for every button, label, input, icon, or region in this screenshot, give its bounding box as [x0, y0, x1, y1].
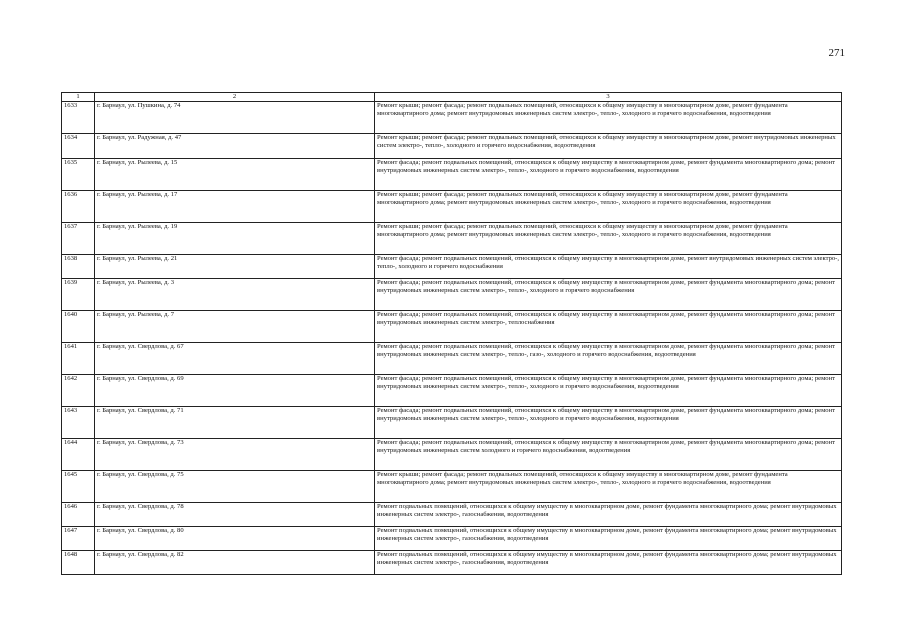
row-address: г. Барнаул, ул. Свердлова, д. 69 [95, 375, 375, 407]
row-number: 1641 [62, 343, 95, 375]
row-number: 1636 [62, 191, 95, 223]
row-works: Ремонт фасада; ремонт подвальных помещений, относящихся к общему имуществу в многоквартирном доме, ремонт фундамента многоквартирного дома; ремонт внутридомовых инженерных систем холодного и горячего водоснабжения, водоотведения [375, 439, 842, 471]
table-row [62, 255, 842, 279]
housing-repair-table [61, 92, 842, 575]
row-works: Ремонт фасада; ремонт подвальных помещений, относящихся к общему имуществу в многоквартирном доме, ремонт фундамента многоквартирного дома; ремонт внутридомовых инженерных систем электро-, тепло-, холодного и горячего водоснабжения, водоотведения [375, 375, 842, 407]
row-address: г. Барнаул, ул. Радужная, д. 47 [95, 134, 375, 159]
row-works: Ремонт крыши; ремонт фасада; ремонт подвальных помещений, относящихся к общему имуществу в многоквартирном доме, ремонт фундамента многоквартирного дома; ремонт внутридомовых инженерных систем электро-, тепло-, холодного и горячего водоснабжения, водоотведения [375, 102, 842, 134]
table-row [62, 191, 842, 223]
row-address: г. Барнаул, ул. Рылеева, д. 19 [95, 223, 375, 255]
row-number: 1637 [62, 223, 95, 255]
row-address: г. Барнаул, ул. Свердлова, д. 82 [95, 551, 375, 575]
row-works: Ремонт крыши; ремонт фасада; ремонт подвальных помещений, относящихся к общему имуществу в многоквартирном доме, ремонт фундамента многоквартирного дома; ремонт внутридомовых инженерных систем электро-, тепло-, холодного и горячего водоснабжения, водоотведения [375, 191, 842, 223]
row-number: 1633 [62, 102, 95, 134]
row-number: 1639 [62, 279, 95, 311]
table-row [62, 223, 842, 255]
row-address: г. Барнаул, ул. Свердлова, д. 71 [95, 407, 375, 439]
row-number: 1647 [62, 527, 95, 551]
row-address: г. Барнаул, ул. Свердлова, д. 75 [95, 471, 375, 503]
table-row [62, 503, 842, 527]
row-address: г. Барнаул, ул. Рылеева, д. 17 [95, 191, 375, 223]
row-number: 1644 [62, 439, 95, 471]
row-works: Ремонт фасада; ремонт подвальных помещений, относящихся к общему имуществу в многоквартирном доме, ремонт фундамента многоквартирного дома; ремонт внутридомовых инженерных систем электро-, тепло-, холодного и горячего водоснабжения, водоотведения [375, 159, 842, 191]
table-row [62, 471, 842, 503]
row-address: г. Барнаул, ул. Пушкина, д. 74 [95, 102, 375, 134]
row-number: 1640 [62, 311, 95, 343]
row-works: Ремонт подвальных помещений, относящихся к общему имуществу в многоквартирном доме, ремонт фундамента многоквартирного дома; ремонт внутридомовых инженерных систем электро-, газоснабжения, водоотведения [375, 527, 842, 551]
table-row [62, 159, 842, 191]
row-number: 1638 [62, 255, 95, 279]
row-works: Ремонт крыши; ремонт фасада; ремонт подвальных помещений, относящихся к общему имуществу в многоквартирном доме, ремонт внутридомовых инженерных систем электро-, тепло-, холодного и горячего водоснабжения, водоотведения [375, 134, 842, 159]
table-row [62, 279, 842, 311]
row-works: Ремонт подвальных помещений, относящихся к общему имуществу в многоквартирном доме, ремонт фундамента многоквартирного дома; ремонт внутридомовых инженерных систем электро-, газоснабжения, водоотведения [375, 503, 842, 527]
row-works: Ремонт подвальных помещений, относящихся к общему имуществу в многоквартирном доме, ремонт фундамента многоквартирного дома; ремонт внутридомовых инженерных систем электро-, газоснабжения, водоотведения [375, 551, 842, 575]
row-number: 1645 [62, 471, 95, 503]
row-address: г. Барнаул, ул. Рылеева, д. 7 [95, 311, 375, 343]
row-address: г. Барнаул, ул. Рылеева, д. 15 [95, 159, 375, 191]
page-number: 271 [828, 47, 845, 59]
row-number: 1642 [62, 375, 95, 407]
table-row [62, 343, 842, 375]
row-address: г. Барнаул, ул. Рылеева, д. 3 [95, 279, 375, 311]
row-works: Ремонт крыши; ремонт фасада; ремонт подвальных помещений, относящихся к общему имуществу в многоквартирном доме, ремонт фундамента многоквартирного дома; ремонт внутридомовых инженерных систем электро-, тепло-, холодного и горячего водоснабжения, водоотведения [375, 471, 842, 503]
column-header-2: 2 [95, 93, 375, 102]
row-address: г. Барнаул, ул. Свердлова, д. 67 [95, 343, 375, 375]
table-header-row [62, 93, 842, 102]
table-row [62, 551, 842, 575]
table-row [62, 102, 842, 134]
row-number: 1634 [62, 134, 95, 159]
table-row [62, 134, 842, 159]
row-address: г. Барнаул, ул. Свердлова, д. 78 [95, 503, 375, 527]
row-number: 1635 [62, 159, 95, 191]
column-header-3: 3 [375, 93, 842, 102]
table-row [62, 375, 842, 407]
column-header-1: 1 [62, 93, 95, 102]
row-works: Ремонт фасада; ремонт подвальных помещений, относящихся к общему имуществу в многоквартирном доме, ремонт фундамента многоквартирного дома; ремонт внутридомовых инженерных систем электро-, тепло-, холодного и горячего водоснабжения [375, 279, 842, 311]
row-address: г. Барнаул, ул. Свердлова, д. 80 [95, 527, 375, 551]
row-works: Ремонт фасада; ремонт подвальных помещений, относящихся к общему имуществу в многоквартирном доме, ремонт фундамента многоквартирного дома; ремонт внутридомовых инженерных систем электро-, теплоснабжения [375, 311, 842, 343]
row-number: 1648 [62, 551, 95, 575]
row-address: г. Барнаул, ул. Рылеева, д. 21 [95, 255, 375, 279]
table-row [62, 527, 842, 551]
row-works: Ремонт фасада; ремонт подвальных помещений, относящихся к общему имуществу в многоквартирном доме, ремонт фундамента многоквартирного дома; ремонт внутридомовых инженерных систем электро-, тепло-, газо-, холодного и горячего водоснабжения, водоотведения [375, 343, 842, 375]
table-row [62, 407, 842, 439]
row-works: Ремонт крыши; ремонт фасада; ремонт подвальных помещений, относящихся к общему имуществу в многоквартирном доме, ремонт фундамента многоквартирного дома; ремонт внутридомовых инженерных систем электро-, тепло-, холодного и горячего водоснабжения, водоотведения [375, 223, 842, 255]
table-row [62, 311, 842, 343]
table-row [62, 439, 842, 471]
row-works: Ремонт фасада; ремонт подвальных помещений, относящихся к общему имуществу в многоквартирном доме, ремонт фундамента многоквартирного дома; ремонт внутридомовых инженерных систем электро-, тепло-, холодного и горячего водоснабжения, водоотведения [375, 407, 842, 439]
row-works: Ремонт фасада; ремонт подвальных помещений, относящихся к общему имуществу в многоквартирном доме, ремонт внутридомовых инженерных систем электро-, тепло-, холодного и горячего водоснабжения [375, 255, 842, 279]
row-number: 1643 [62, 407, 95, 439]
row-address: г. Барнаул, ул. Свердлова, д. 73 [95, 439, 375, 471]
row-number: 1646 [62, 503, 95, 527]
